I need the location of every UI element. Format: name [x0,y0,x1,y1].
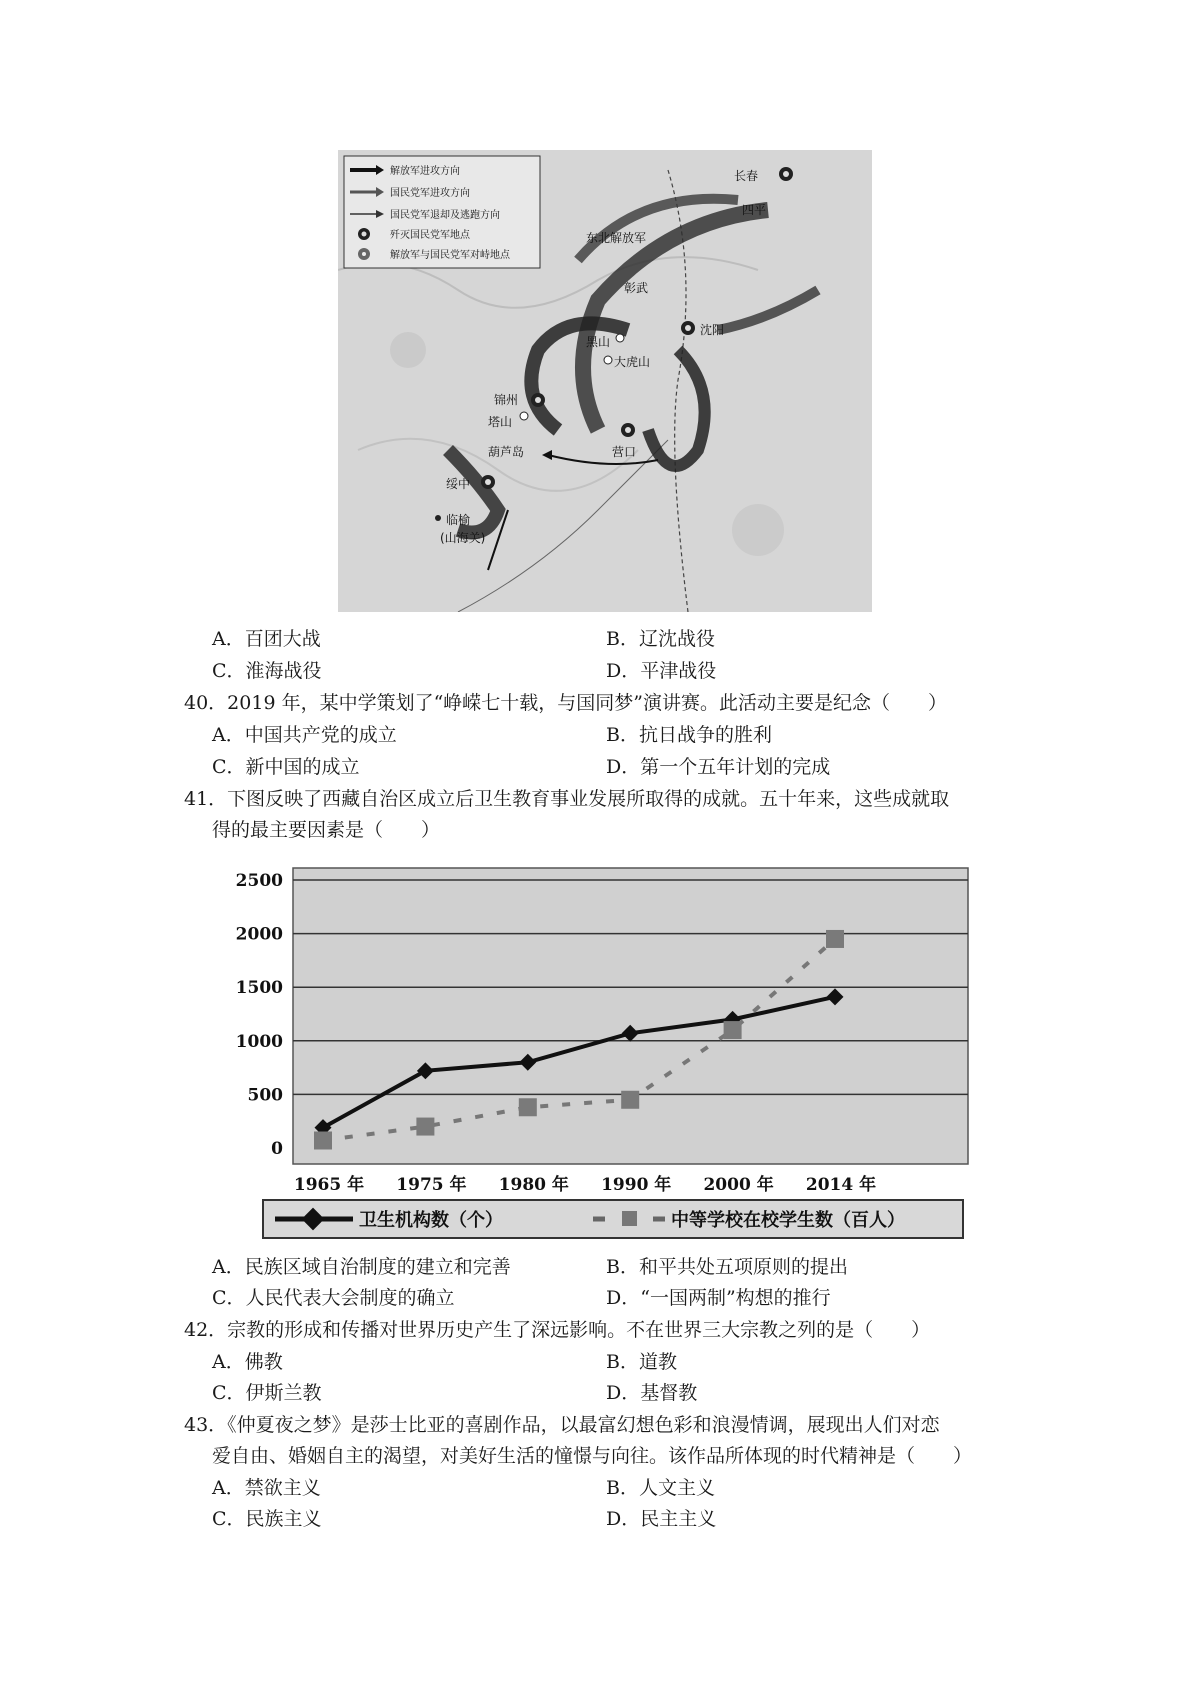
y-tick-label: 2500 [235,871,283,891]
map-label-shenyang: 沈阳 [700,323,725,337]
map-label-shanhaiguan: (山海关) [440,531,486,545]
battle-map-figure [338,150,872,612]
map-legend-4: 歼灭国民党军地点 [390,230,470,241]
series-2-point [826,930,844,948]
map-legend-5: 解放军与国民党军对峙地点 [390,250,510,261]
map-legend-1: 解放军进攻方向 [390,166,460,177]
y-tick-label: 500 [247,1085,283,1106]
legend-series-2: 中等学校在校学生数（百人） [671,1210,905,1231]
chart-svg [225,850,975,1240]
q40-option-b: B．抗日战争的胜利 [606,724,772,746]
plot-area [293,868,968,1164]
q40-option-d: D．第一个五年计划的完成 [606,756,831,778]
q41-option-d: D．“一国两制”构想的推行 [606,1287,831,1309]
y-tick-label: 0 [271,1139,283,1159]
q41-option-a: A．民族区域自治制度的建立和完善 [212,1256,511,1278]
map-label-linyu: 临榆 [446,513,471,527]
map-label-dahushan: 大虎山 [614,355,651,369]
map-label-heishan: 黑山 [586,335,611,349]
q41-stem-line1: 41．下图反映了西藏自治区成立后卫生教育事业发展所取得的成就。五十年来，这些成就取 [184,788,950,810]
x-tick-label: 1990 年 [601,1175,672,1195]
map-legend-3: 国民党军退却及逃跑方向 [390,210,500,221]
q43-option-b: B．人文主义 [606,1477,715,1499]
q40-stem: 40．2019 年，某中学策划了“峥嵘七十载，与国同梦”演讲赛。此活动主要是纪念（ ） [184,692,947,714]
x-tick-label: 2000 年 [703,1175,774,1195]
y-tick-label: 2000 [235,924,283,945]
map-label-siping: 四平 [742,203,767,217]
q42-option-a: A．佛教 [212,1351,283,1373]
legend-square-marker [622,1211,637,1226]
q43-stem-line2: 爱自由、婚姻自主的渴望，对美好生活的憧憬与向往。该作品所体现的时代精神是（ ） [212,1445,973,1467]
q39-option-d: D．平津战役 [606,660,717,682]
q42-stem: 42．宗教的形成和传播对世界历史产生了深远影响。不在世界三大宗教之列的是（ ） [184,1319,931,1341]
map-label-suizhong: 绥中 [446,477,471,491]
q41-stem-line2: 得的最主要因素是（ ） [212,819,441,841]
map-label-army: 东北解放军 [586,231,647,245]
tibet-development-chart [225,850,975,1240]
x-tick-label: 1975 年 [396,1175,467,1195]
map-label-yingkou: 营口 [612,445,637,459]
q40-option-c: C．新中国的成立 [212,756,360,778]
q43-stem-line1: 43．《仲夏夜之梦》是莎士比亚的喜剧作品，以最富幻想色彩和浪漫情调，展现出人们对恋 [184,1414,940,1436]
x-tick-label: 1980 年 [498,1175,569,1195]
q43-option-a: A．禁欲主义 [212,1477,321,1499]
q43-option-d: D．民主主义 [606,1508,717,1530]
x-tick-label: 2014 年 [805,1175,877,1195]
legend-series-1: 卫生机构数（个） [359,1210,503,1231]
q40-option-a: A．中国共产党的成立 [212,724,397,746]
q39-option-b: B．辽沈战役 [606,628,715,650]
x-tick-label: 1965 年 [293,1175,365,1195]
series-2-point [416,1118,434,1136]
q39-option-c: C．淮海战役 [212,660,322,682]
map-label-jinzhou: 锦州 [494,393,519,407]
map-label-huludao: 葫芦岛 [488,445,525,459]
map-label-changchun: 长春 [734,169,759,183]
series-2-point [724,1021,742,1039]
series-2-point [519,1098,537,1116]
y-tick-label: 1500 [235,978,283,999]
map-label-tashan: 塔山 [488,415,513,429]
q42-option-d: D．基督教 [606,1382,698,1404]
q42-option-b: B．道教 [606,1351,677,1373]
map-label-zhangwu: 彰武 [624,281,649,295]
series-2-point [621,1091,639,1109]
q41-option-c: C．人民代表大会制度的确立 [212,1287,455,1309]
q43-option-c: C．民族主义 [212,1508,322,1530]
q42-option-c: C．伊斯兰教 [212,1382,322,1404]
q39-option-a: A．百团大战 [212,628,321,650]
map-legend-2: 国民党军进攻方向 [390,188,470,199]
y-tick-label: 1000 [235,1031,283,1052]
q41-option-b: B．和平共处五项原则的提出 [606,1256,848,1278]
series-2-point [314,1131,332,1149]
